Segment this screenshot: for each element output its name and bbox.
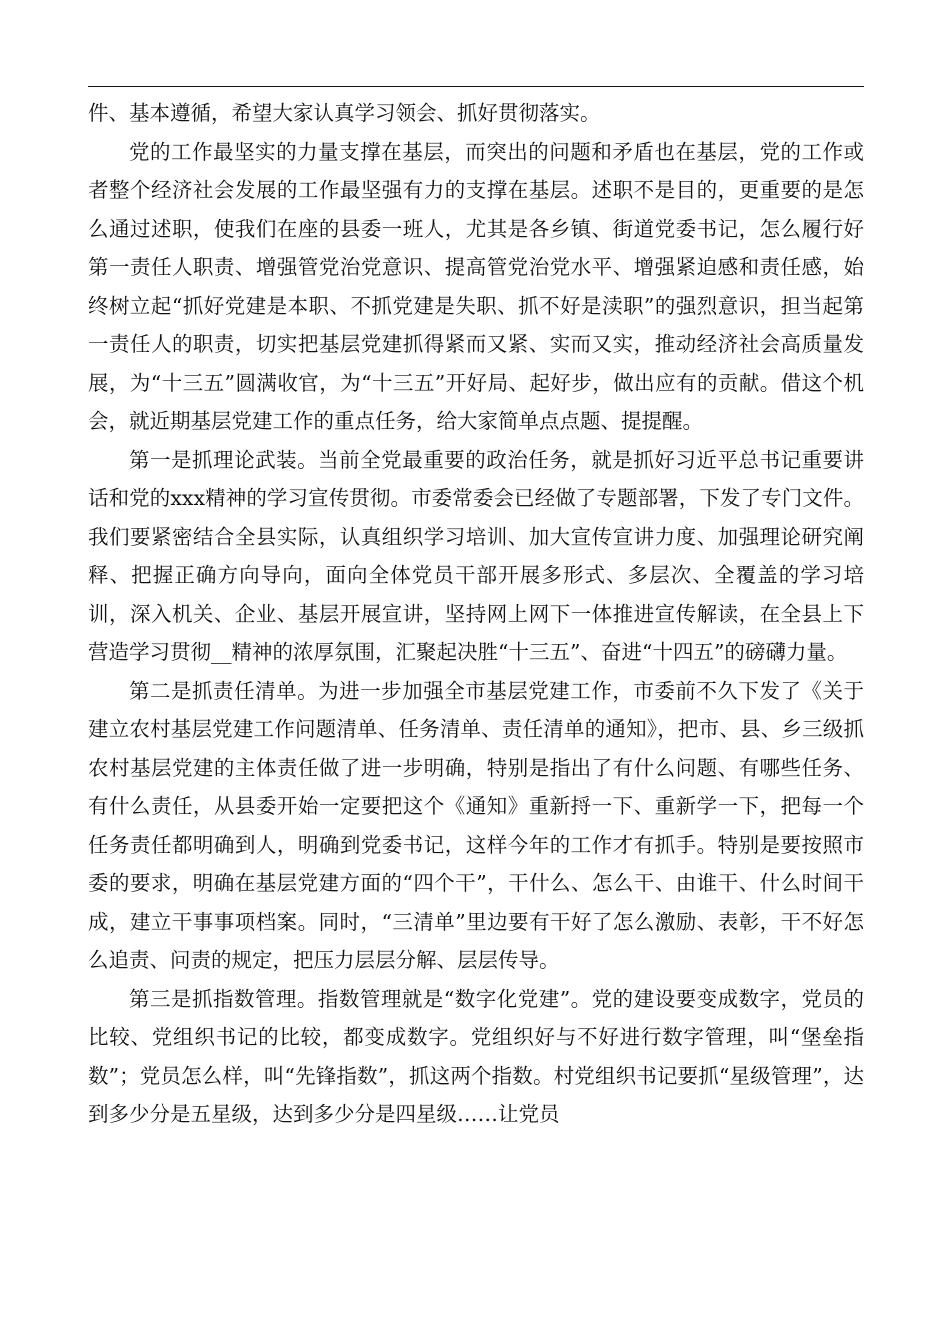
paragraph-index-management: 第三是抓指数管理。指数管理就是“数字化党建”。党的建设要变成数字，党员的比较、党组织书记的比较，都变成数字。党组织好与不好进行数字管理，叫“堡垒指数”；党员怎么样，叫“先锋指数”，抓这两个指数。村党组织书记要抓“星级管理”，达到多少分是五星级，达到多少分是四星级……让党员 [88,986,864,1126]
document-body [88,94,864,1134]
paragraph-theory-armament: 第一是抓理论武装。当前全党最重要的政治任务，就是抓好习近平总书记重要讲话和党的xxx精神的学习宣传贯彻。市委常委会已经做了专题部署，下发了专门文件。我们要紧密结合全县实际，认真组织学习培训、加大宣传宣讲力度、加强理论研究阐释、把握正确方向导向，面向全体党员干部开展多形式、多层次、全覆盖的学习培训，深入机关、企业、基层开展宣讲，坚持网上网下一体推进宣传解读，在全县上下营造学习贯彻__精神的浓厚氛围，汇聚起决胜“十三五”、奋进“十四五”的磅礴力量。 [88,447,864,664]
paragraph-grassroots-support: 党的工作最坚实的力量支撑在基层，而突出的问题和矛盾也在基层，党的工作或者整个经济社会发展的工作最坚强有力的支撑在基层。述职不是目的，更重要的是怎么通过述职，使我们在座的县委一班人，尤其是各乡镇、街道党委书记，怎么履行好第一责任人职责、增强管党治党意识、提高管党治党水平、增强紧迫感和责任感，始终树立起“抓好党建是本职、不抓党建是失职、抓不好是渎职”的强烈意识，担当起第一责任人的职责，切实把基层党建抓得紧而又紧、实而又实，推动经济社会高质量发展，为“十三五”圆满收官，为“十三五”开好局、起好步，做出应有的贡献。借这个机会，就近期基层党建工作的重点任务，给大家简单点点题、提提醒。 [88,139,864,433]
paragraph-responsibility-list: 第二是抓责任清单。为进一步加强全市基层党建工作，市委前不久下发了《关于建立农村基层党建工作问题清单、任务清单、责任清单的通知》，把市、县、乡三级抓农村基层党建的主体责任做了进一步明确，特别是指出了有什么问题、有哪些任务、有什么责任，从县委开始一定要把这个《通知》重新捋一下、重新学一下，把每一个任务责任都明确到人，明确到党委书记，这样今年的工作才有抓手。特别是要按照市委的要求，明确在基层党建方面的“四个干”，干什么、怎么干、由谁干、什么时间干成，建立干事事项档案。同时，“三清单”里边要有干好了怎么激励、表彰，干不好怎么追责、问责的规定，把压力层层分解、层层传导。 [88,678,864,972]
paragraph-continuation: 件、基本遵循，希望大家认真学习领会、抓好贯彻落实。 [88,101,601,125]
header-rule [88,86,864,87]
